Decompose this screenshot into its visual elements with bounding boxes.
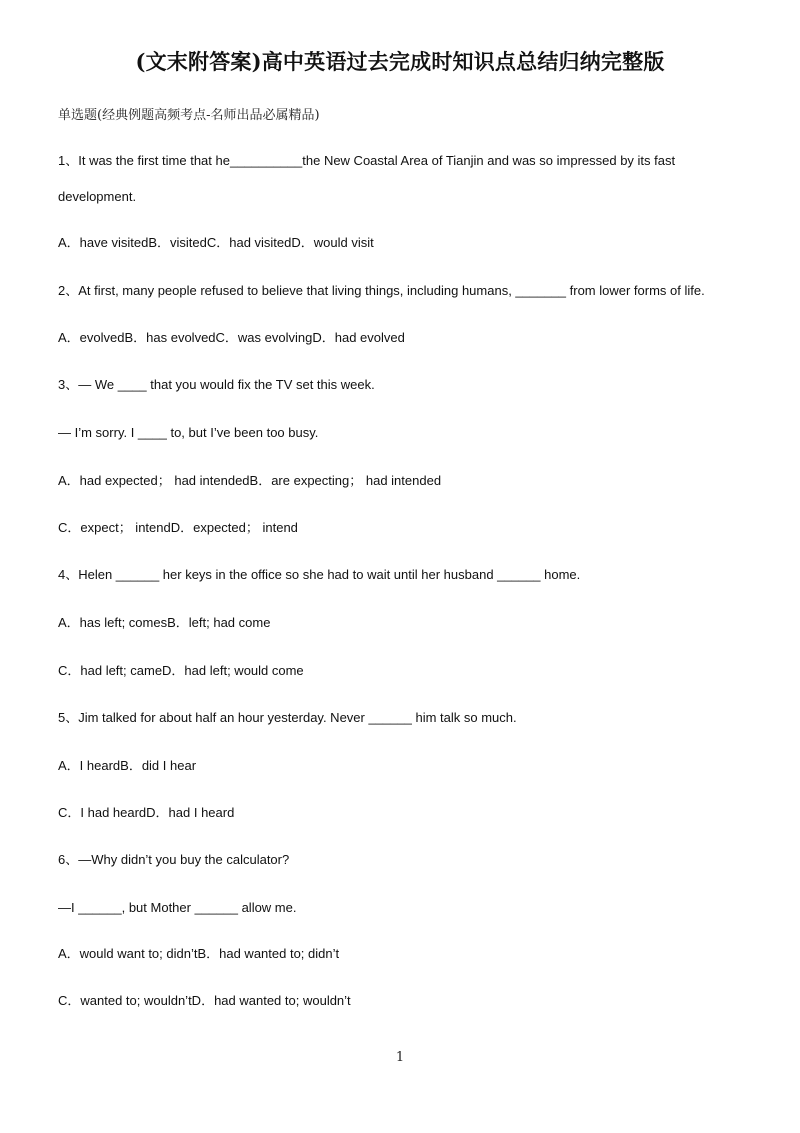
question-4-options-ab: A．has left; comesB．left; had come [58, 615, 271, 630]
question-5-text: 5、Jim talked for about half an hour yesterday. Never ______ him talk so much. [58, 710, 517, 725]
section-heading: 单选题(经典例题高频考点-名师出品必属精品) [58, 108, 320, 123]
question-6-options-cd: C．wanted to; wouldn’tD．had wanted to; wouldn’t [58, 993, 351, 1008]
question-3-dialog: — I’m sorry. I ____ to, but I’ve been too busy. [58, 425, 319, 440]
question-3-text: 3、— We ____ that you would fix the TV set this week. [58, 377, 375, 392]
question-4-options-cd: C．had left; cameD．had left; would come [58, 663, 304, 678]
question-5-options-ab: A．I heardB．did I hear [58, 758, 197, 773]
question-1-options: A．have visitedB．visitedC．had visitedD．would visit [58, 235, 374, 250]
question-2-options: A．evolvedB．has evolvedC．was evolvingD．had evolved [58, 330, 405, 345]
question-4-text: 4、Helen ______ her keys in the office so she had to wait until her husband ______ home. [58, 567, 581, 582]
question-1-text: 1、It was the first time that he__________the New Coastal Area of Tianjin and was so impressed by its fast [58, 153, 676, 168]
question-5-options-cd: C．I had heardD．had I heard [58, 805, 235, 820]
question-1-text-cont: development. [58, 189, 137, 204]
question-6-options-ab: A．would want to; didn’tB．had wanted to; didn’t [58, 946, 340, 961]
question-6-dialog: —I ______, but Mother ______ allow me. [58, 900, 297, 915]
question-6-text: 6、—Why didn’t you buy the calculator? [58, 852, 290, 867]
page-number: 1 [395, 1050, 405, 1065]
document-title: (文末附答案)高中英语过去完成时知识点总结归纳完整版 [135, 49, 665, 74]
question-3-options-cd: C．expect； intendD．expected； intend [58, 520, 298, 535]
question-2-text: 2、At first, many people refused to believe that living things, including humans, _______ from lower forms of life. [58, 283, 705, 298]
question-3-options-ab: A．had expected； had intendedB．are expecting； had intended [58, 473, 442, 488]
